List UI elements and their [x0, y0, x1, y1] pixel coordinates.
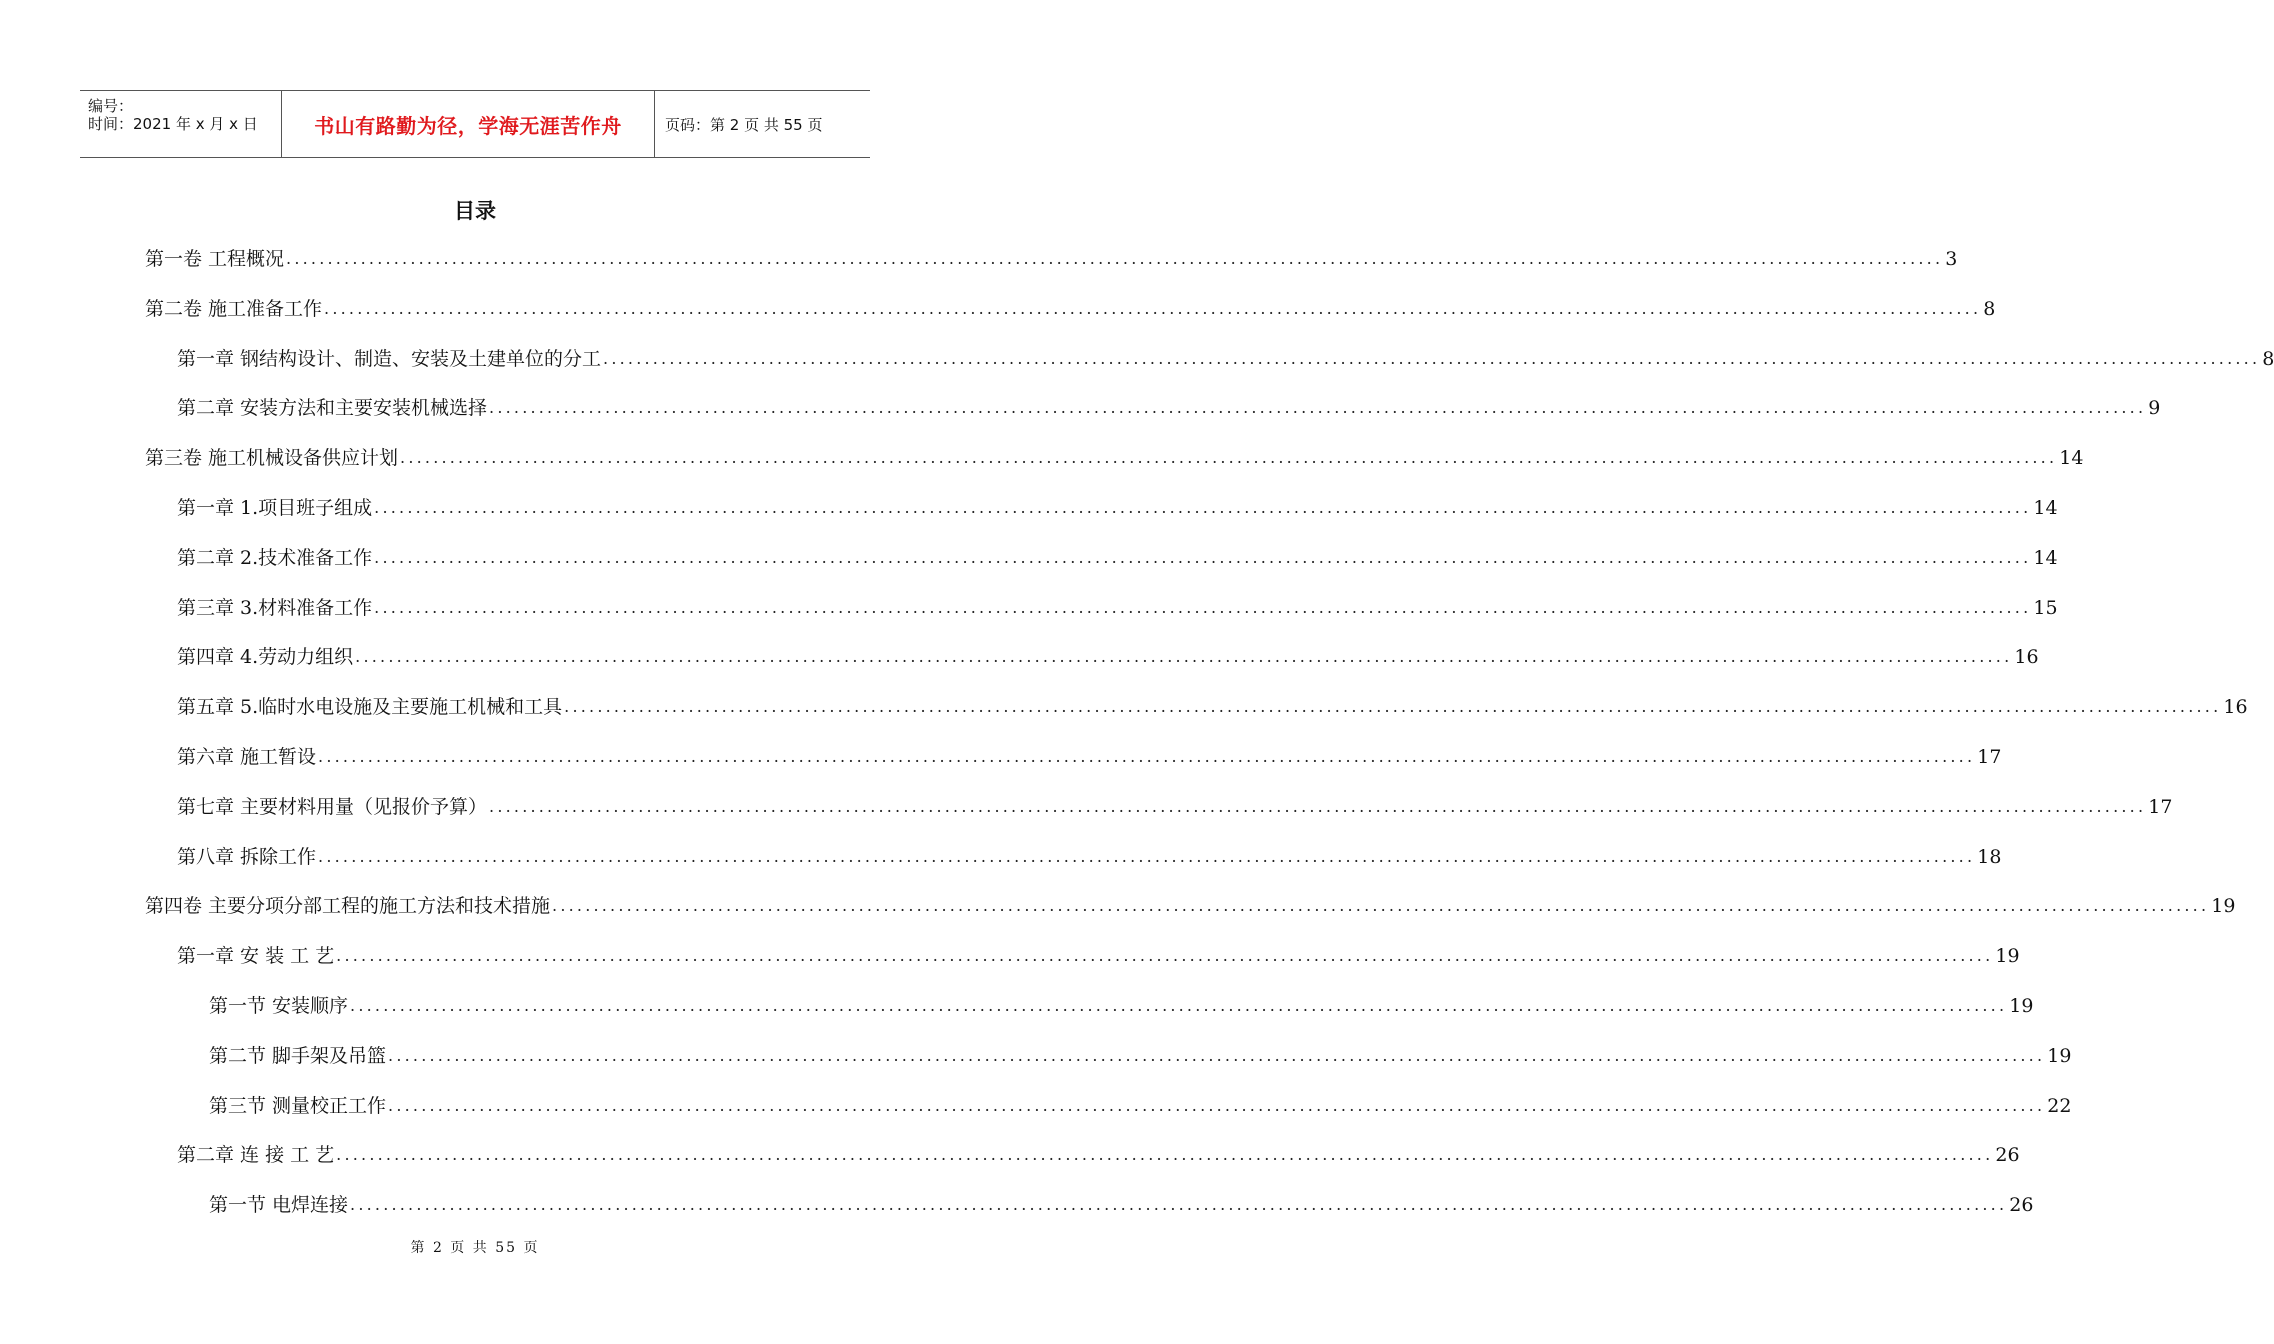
toc-leader-dots: ........................................................................................................................................................................................................ [350, 996, 2008, 1015]
toc-entry-label: 第三卷 施工机械设备供应计划 [145, 447, 399, 470]
toc-leader-dots: ........................................................................................................................................................................................................ [603, 348, 2261, 368]
toc-entry[interactable] [177, 595, 2058, 621]
header-page-info: 页码：第 2 页 共 55 页 [665, 115, 823, 134]
toc-leader-dots: ........................................................................................................................................................................................................ [564, 697, 2222, 717]
toc-entry-label: 第二章 安装方法和主要安装机械选择 [177, 397, 488, 420]
toc-entry[interactable] [177, 943, 2020, 969]
header-meta [80, 91, 282, 157]
toc-entry-label: 第二卷 施工准备工作 [145, 297, 323, 320]
toc-leader-dots: ........................................................................................................................................................................................................ [388, 1095, 2046, 1115]
toc-entry[interactable] [209, 1093, 2072, 1119]
toc-entry-page-number: 19 [2009, 995, 2034, 1017]
toc-leader-dots: ........................................................................................................................................................................................................ [286, 249, 1944, 268]
toc-entry-label: 第一章 安 装 工 艺 [177, 945, 335, 968]
toc-entry[interactable] [177, 644, 2039, 670]
toc-entry-label: 第八章 拆除工作 [177, 845, 317, 868]
toc-leader-dots: ........................................................................................................................................................................................................ [324, 298, 1982, 318]
toc-entry[interactable] [209, 1043, 2072, 1069]
toc-entry-page-number: 18 [1977, 845, 2002, 868]
toc-entry-label: 第一节 安装顺序 [209, 995, 349, 1017]
toc-entry-label: 第一节 电焊连接 [209, 1194, 349, 1217]
toc-entry[interactable] [145, 893, 2236, 919]
toc-entry-page-number: 16 [2014, 646, 2039, 669]
toc-leader-dots: ........................................................................................................................................................................................................ [318, 747, 1976, 766]
toc-entry-page-number: 17 [2148, 795, 2173, 818]
toc-entry[interactable] [177, 395, 2161, 421]
toc-leader-dots: ........................................................................................................................................................................................................ [374, 498, 2032, 517]
toc-leader-dots: ........................................................................................................................................................................................................ [350, 1195, 2008, 1215]
toc-entry-label: 第二节 脚手架及吊篮 [209, 1044, 387, 1067]
toc-leader-dots: ........................................................................................................................................................................................................ [374, 547, 2032, 567]
toc-leader-dots: ........................................................................................................................................................................................................ [552, 896, 2210, 916]
toc-leader-dots: ........................................................................................................................................................................................................ [388, 1045, 2046, 1065]
toc-entry[interactable] [145, 296, 1996, 322]
toc-entry-page-number: 19 [2047, 1044, 2072, 1067]
toc-leader-dots: ........................................................................................................................................................................................................ [336, 946, 1994, 966]
toc-entry[interactable] [177, 844, 2002, 870]
toc-entry-page-number: 3 [1945, 248, 1958, 270]
toc-entry-label: 第二章 连 接 工 艺 [177, 1144, 335, 1167]
toc-entry-label: 第五章 5.临时水电设施及主要施工机械和工具 [177, 696, 563, 719]
toc-entry[interactable] [177, 545, 2058, 571]
toc-entry[interactable] [177, 346, 2274, 372]
toc-leader-dots: ........................................................................................................................................................................................................ [489, 398, 2147, 418]
header-slogan: 书山有路勤为径，学海无涯苦作舟 [282, 91, 655, 157]
toc-entry[interactable] [177, 495, 2058, 521]
toc-entry-label: 第三节 测量校正工作 [209, 1094, 387, 1117]
page-footer: 第 2 页 共 55 页 [410, 1240, 540, 1256]
toc-entry-page-number: 19 [2211, 895, 2236, 918]
toc-entry-label: 第一章 钢结构设计、制造、安装及土建单位的分工 [177, 347, 602, 370]
toc-leader-dots: ........................................................................................................................................................................................................ [489, 796, 2147, 816]
toc-entry[interactable] [145, 445, 2084, 471]
toc-entry-page-number: 26 [1995, 1144, 2020, 1167]
toc-entry-label: 第六章 施工暂设 [177, 746, 317, 768]
toc-entry-label: 第七章 主要材料用量（见报价予算） [177, 795, 488, 818]
toc-entry-page-number: 8 [1983, 297, 1996, 320]
toc-entry-page-number: 16 [2223, 696, 2248, 719]
toc-entry-page-number: 8 [2262, 347, 2274, 370]
toc-entry[interactable] [145, 246, 1958, 272]
toc-entry[interactable] [177, 694, 2248, 720]
page-title: 目录 [454, 199, 496, 223]
toc-entry-page-number: 22 [2047, 1094, 2072, 1117]
toc-entry-page-number: 15 [2033, 596, 2058, 619]
toc-entry-label: 第一章 1.项目班子组成 [177, 497, 373, 519]
toc-entry-label: 第二章 2.技术准备工作 [177, 546, 373, 569]
toc-leader-dots: ........................................................................................................................................................................................................ [336, 1145, 1994, 1165]
toc-entry-page-number: 14 [2059, 447, 2084, 470]
toc-entry[interactable] [209, 1192, 2034, 1218]
toc-entry-label: 第一卷 工程概况 [145, 248, 285, 270]
toc-entry-page-number: 9 [2148, 397, 2161, 420]
toc-leader-dots: ........................................................................................................................................................................................................ [374, 597, 2032, 617]
toc-entry-label: 第三章 3.材料准备工作 [177, 596, 373, 619]
toc-entry[interactable] [177, 1142, 2020, 1168]
toc-entry-page-number: 14 [2033, 497, 2058, 519]
toc-entry-page-number: 26 [2009, 1194, 2034, 1217]
document-time-label: 时间：2021 年 x 月 x 日 [88, 115, 258, 133]
toc-leader-dots: ........................................................................................................................................................................................................ [318, 846, 1976, 866]
toc-entry-page-number: 14 [2033, 546, 2058, 569]
toc-leader-dots: ........................................................................................................................................................................................................ [355, 647, 2013, 667]
toc-leader-dots: ........................................................................................................................................................................................................ [400, 448, 2058, 468]
document-number-label: 编号： [88, 97, 134, 115]
toc-entry-label: 第四章 4.劳动力组织 [177, 646, 354, 669]
toc-entry[interactable] [209, 993, 2034, 1019]
toc-entry[interactable] [177, 744, 2002, 770]
toc-entry-page-number: 17 [1977, 746, 2002, 768]
toc-entry-label: 第四卷 主要分项分部工程的施工方法和技术措施 [145, 895, 551, 918]
toc-entry-page-number: 19 [1995, 945, 2020, 968]
toc-entry[interactable] [177, 794, 2173, 820]
page-header [80, 90, 870, 158]
